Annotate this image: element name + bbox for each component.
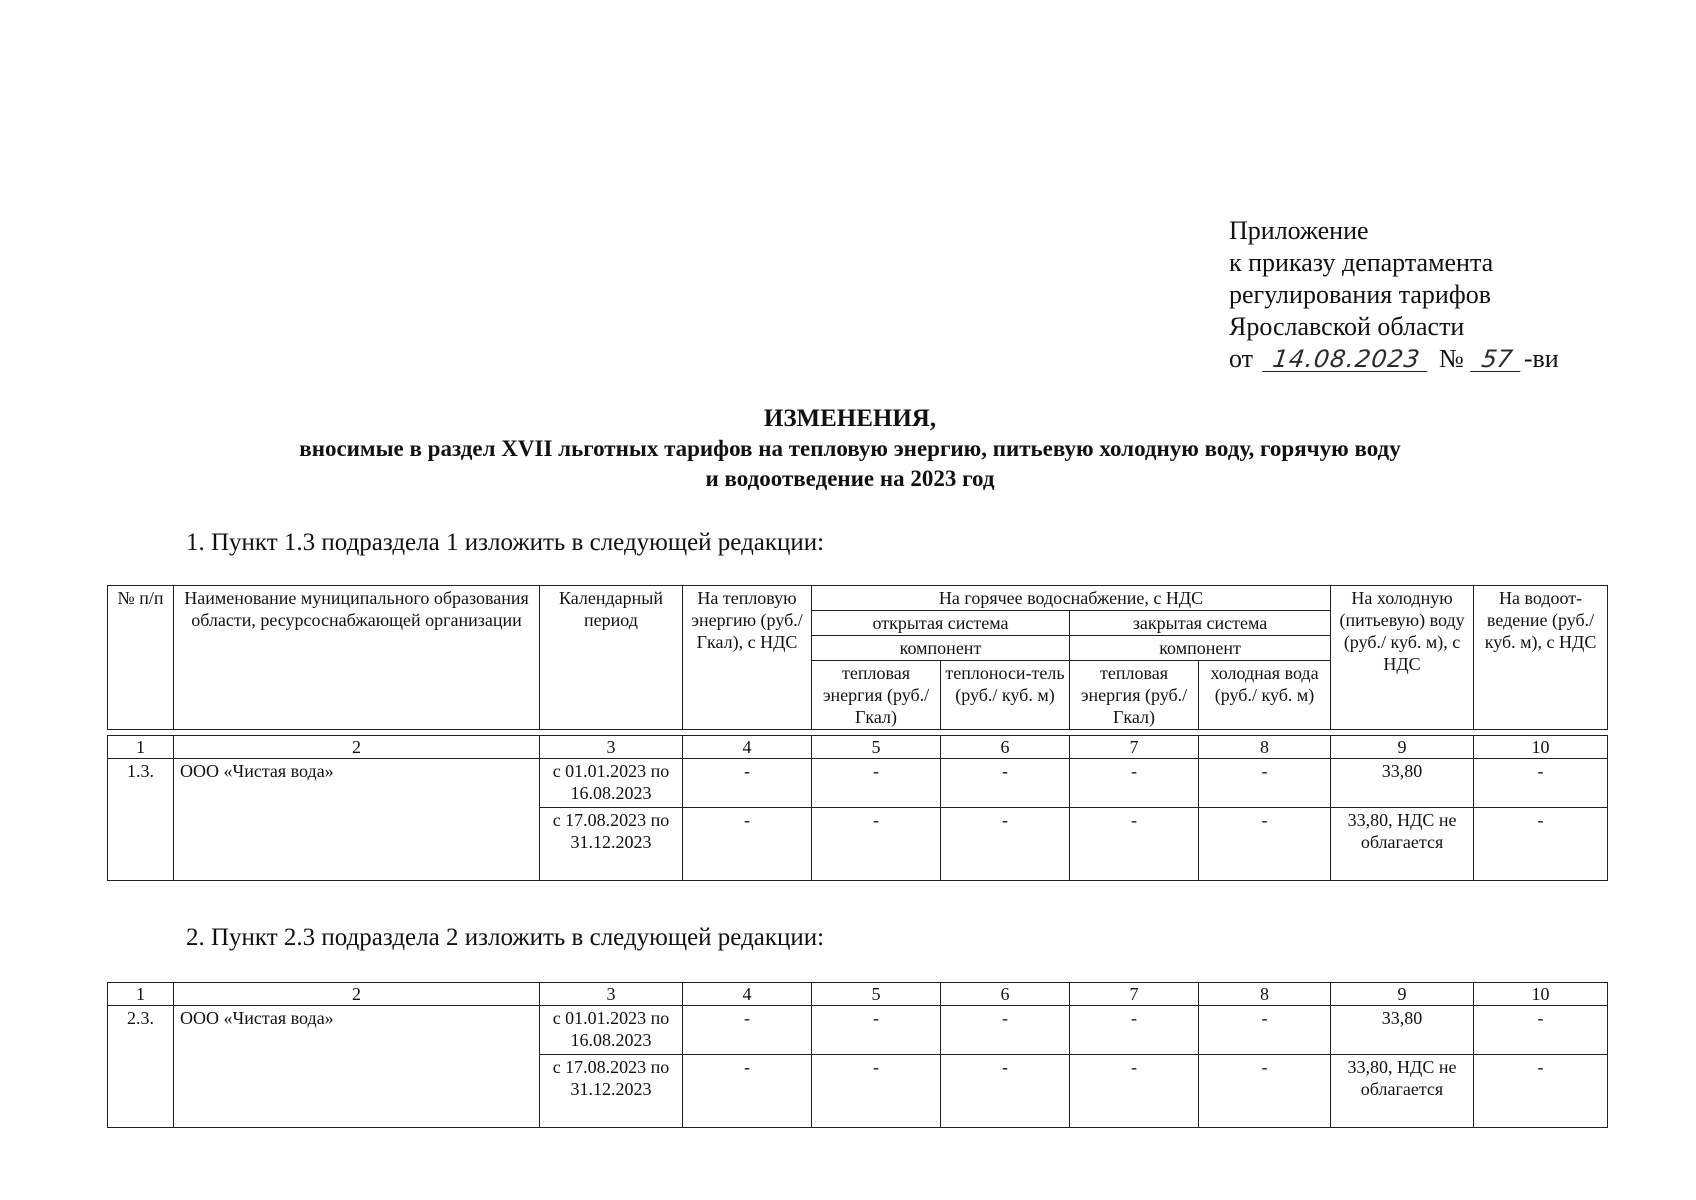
appendix-line: Ярославской области bbox=[1229, 312, 1465, 341]
handwritten-number: 57 bbox=[1470, 347, 1524, 372]
appendix-line: к приказу департамента bbox=[1229, 248, 1494, 277]
open-heat-energy-value: - bbox=[812, 759, 941, 808]
closed-heat-energy-value: - bbox=[1070, 759, 1199, 808]
cold-water-value: 33,80, НДС не облагается bbox=[1331, 1055, 1474, 1128]
document-title bbox=[160, 404, 1540, 494]
column-number: 10 bbox=[1474, 983, 1608, 1006]
header-row bbox=[108, 586, 1608, 611]
column-numbers-row bbox=[108, 983, 1608, 1006]
column-number: 10 bbox=[1474, 736, 1608, 759]
title-line: вносимые в раздел XVII льготных тарифов на тепловую энергию, питьевую холодную воду, горячую воду bbox=[299, 436, 1401, 461]
header-heat-carrier: теплоноси-тель (руб./ куб. м) bbox=[941, 661, 1070, 730]
closed-heat-energy-value: - bbox=[1070, 1006, 1199, 1055]
closed-heat-energy-value: - bbox=[1070, 1055, 1199, 1128]
open-heat-energy-value: - bbox=[812, 808, 941, 881]
appendix-date-line bbox=[1229, 343, 1559, 375]
column-number: 4 bbox=[683, 983, 812, 1006]
column-number: 1 bbox=[108, 736, 174, 759]
column-number: 1 bbox=[108, 983, 174, 1006]
open-heat-carrier-value: - bbox=[941, 1006, 1070, 1055]
column-numbers-row bbox=[108, 736, 1608, 759]
column-number: 3 bbox=[540, 983, 683, 1006]
cold-water-value: 33,80 bbox=[1331, 1006, 1474, 1055]
closed-heat-energy-value: - bbox=[1070, 808, 1199, 881]
column-number: 5 bbox=[812, 983, 941, 1006]
header-period: Календарный период bbox=[540, 586, 683, 730]
open-heat-carrier-value: - bbox=[941, 1055, 1070, 1128]
header-closed-system: закрытая система bbox=[1070, 611, 1331, 636]
cold-water-value: 33,80 bbox=[1331, 759, 1474, 808]
header-num: № п/п bbox=[108, 586, 174, 730]
header-heat-energy: тепловая энергия (руб./Гкал) bbox=[1070, 661, 1199, 730]
closed-cold-water-value: - bbox=[1199, 808, 1331, 881]
heat-value: - bbox=[683, 759, 812, 808]
handwritten-date: 14.08.2023 bbox=[1262, 347, 1431, 372]
paragraph-2: 2. Пункт 2.3 подраздела 2 изложить в следующей редакции: bbox=[186, 924, 825, 951]
header-component: компонент bbox=[1070, 636, 1331, 661]
header-heat-energy: тепловая энергия (руб./Гкал) bbox=[812, 661, 941, 730]
column-number: 7 bbox=[1070, 736, 1199, 759]
sewage-value: - bbox=[1474, 1006, 1608, 1055]
number-suffix: -ви bbox=[1523, 344, 1559, 373]
column-number: 6 bbox=[941, 736, 1070, 759]
period-cell: с 17.08.2023 по 31.12.2023 bbox=[540, 808, 683, 881]
column-number: 5 bbox=[812, 736, 941, 759]
column-number: 4 bbox=[683, 736, 812, 759]
number-sign: № bbox=[1439, 344, 1464, 373]
header-name: Наименование муниципального образования области, ресурсоснабжающей организации bbox=[174, 586, 540, 730]
sewage-value: - bbox=[1474, 1055, 1608, 1128]
closed-cold-water-value: - bbox=[1199, 1006, 1331, 1055]
column-number: 8 bbox=[1199, 983, 1331, 1006]
period-cell: с 01.01.2023 по 16.08.2023 bbox=[540, 759, 683, 808]
open-heat-carrier-value: - bbox=[941, 759, 1070, 808]
period-cell: с 17.08.2023 по 31.12.2023 bbox=[540, 1055, 683, 1128]
row-number: 2.3. bbox=[108, 1006, 174, 1128]
header-cold-water: На холодную (питьевую) воду (руб./ куб. м), с НДС bbox=[1331, 586, 1474, 730]
open-heat-energy-value: - bbox=[812, 1006, 941, 1055]
column-number: 8 bbox=[1199, 736, 1331, 759]
column-number: 9 bbox=[1331, 736, 1474, 759]
open-heat-carrier-value: - bbox=[941, 808, 1070, 881]
header-hot-water: На горячее водоснабжение, с НДС bbox=[812, 586, 1331, 611]
header-open-system: открытая система bbox=[812, 611, 1070, 636]
header-heat: На тепловую энергию (руб./Гкал), с НДС bbox=[683, 586, 812, 730]
header-cold-water-component: холодная вода (руб./ куб. м) bbox=[1199, 661, 1331, 730]
column-number: 2 bbox=[174, 983, 540, 1006]
organization-name: ООО «Чистая вода» bbox=[174, 759, 540, 881]
paragraph-1: 1. Пункт 1.3 подраздела 1 изложить в следующей редакции: bbox=[186, 529, 825, 556]
period-cell: с 01.01.2023 по 16.08.2023 bbox=[540, 1006, 683, 1055]
tariff-table-1 bbox=[107, 585, 1608, 881]
organization-name: ООО «Чистая вода» bbox=[174, 1006, 540, 1128]
heat-value: - bbox=[683, 1055, 812, 1128]
title-main: ИЗМЕНЕНИЯ, bbox=[763, 405, 937, 432]
sewage-value: - bbox=[1474, 808, 1608, 881]
header-sewage: На водоот-ведение (руб./ куб. м), с НДС bbox=[1474, 586, 1608, 730]
heat-value: - bbox=[683, 1006, 812, 1055]
table-row bbox=[108, 759, 1608, 808]
appendix-line: регулирования тарифов bbox=[1229, 280, 1491, 309]
column-number: 3 bbox=[540, 736, 683, 759]
column-number: 6 bbox=[941, 983, 1070, 1006]
closed-cold-water-value: - bbox=[1199, 759, 1331, 808]
row-number: 1.3. bbox=[108, 759, 174, 881]
heat-value: - bbox=[683, 808, 812, 881]
appendix-line: Приложение bbox=[1229, 216, 1369, 245]
from-label: от bbox=[1229, 344, 1254, 373]
column-number: 9 bbox=[1331, 983, 1474, 1006]
column-number: 7 bbox=[1070, 983, 1199, 1006]
title-line: и водоотведение на 2023 год bbox=[705, 466, 995, 491]
appendix-block bbox=[1229, 215, 1559, 375]
open-heat-energy-value: - bbox=[812, 1055, 941, 1128]
cold-water-value: 33,80, НДС не облагается bbox=[1331, 808, 1474, 881]
table-row bbox=[108, 1006, 1608, 1055]
column-number: 2 bbox=[174, 736, 540, 759]
tariff-table-2 bbox=[107, 982, 1608, 1128]
header-component: компонент bbox=[812, 636, 1070, 661]
sewage-value: - bbox=[1474, 759, 1608, 808]
closed-cold-water-value: - bbox=[1199, 1055, 1331, 1128]
